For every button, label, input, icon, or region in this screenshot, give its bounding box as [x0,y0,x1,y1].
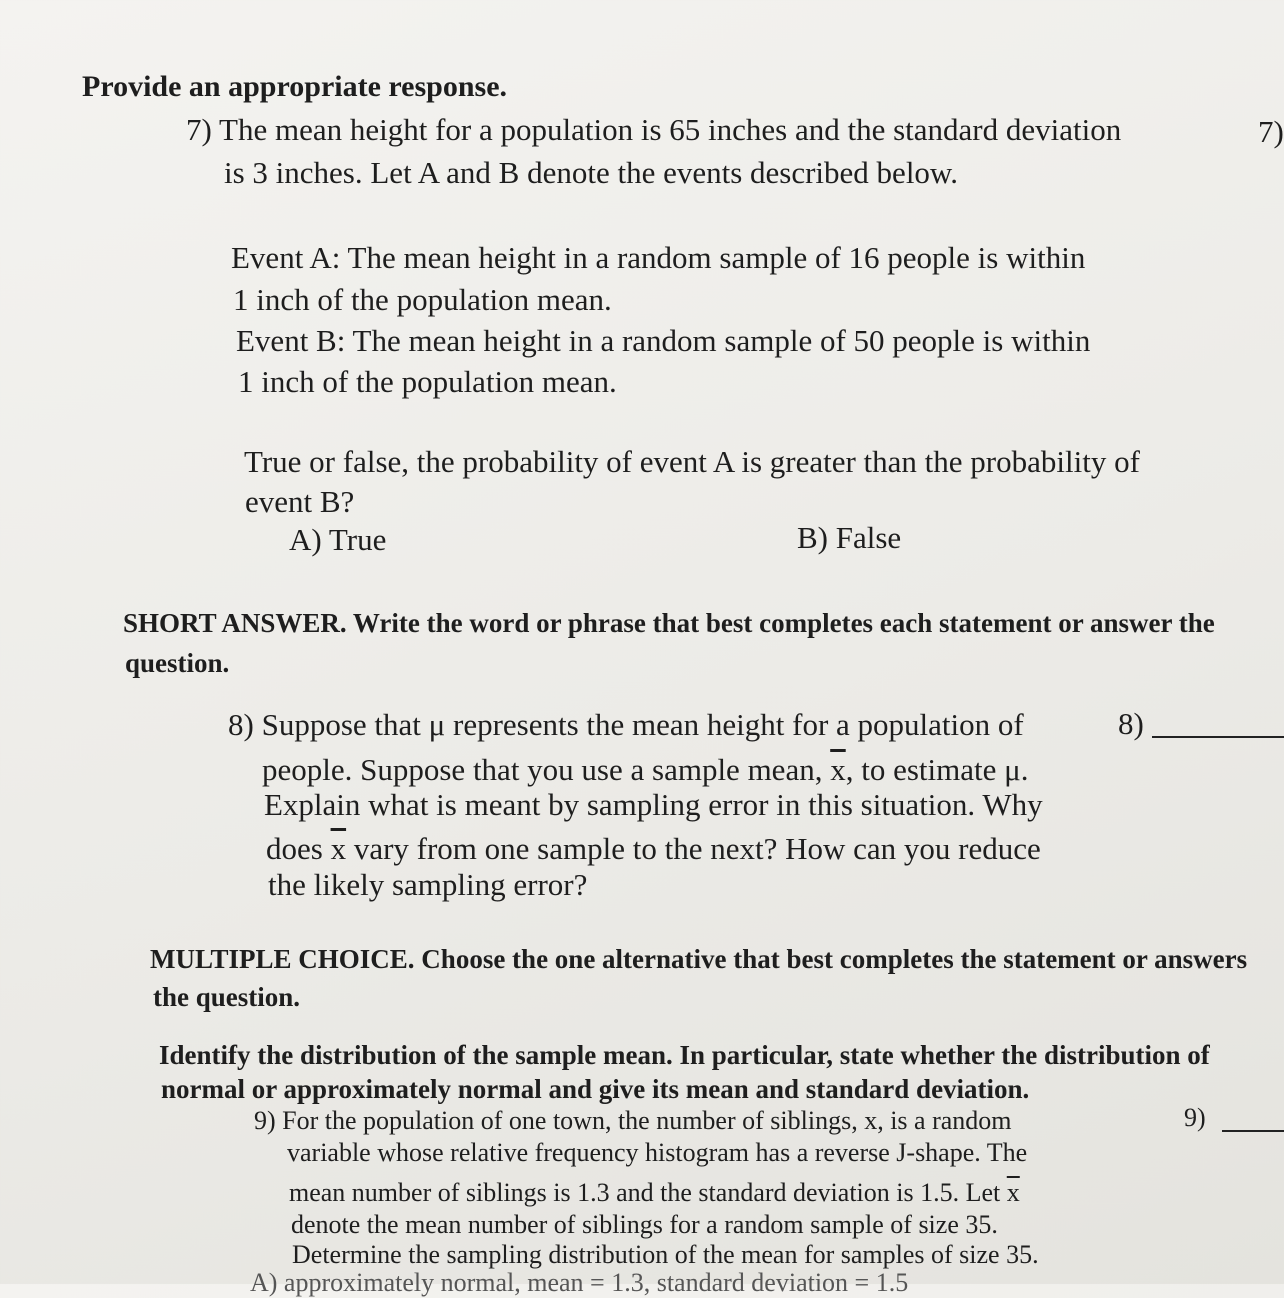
short-answer-heading: SHORT ANSWER. Write the word or phrase that best completes each statement or answer the [123,608,1215,638]
q7-choice-a: A) True [289,522,387,557]
q8-answer-blank[interactable] [1152,736,1284,738]
q9-line2: variable whose relative frequency histogram has a reverse J-shape. The [287,1138,1028,1167]
xbar-symbol: $\overline{x}$ [1006,1178,1020,1207]
q8-line2 [262,752,1028,788]
q7-choice-b: B) False [797,520,902,555]
q8-line1: 8) Suppose that μ represents the mean height for a population of [228,707,1024,742]
q7-line1: 7) The mean height for a population is 65 inches and the standard deviation [186,112,1122,147]
q7-eventB-line1: Event B: The mean height in a random sample of 50 people is within [236,323,1091,358]
q8-line2-pre: people. Suppose that you use a sample mean, [262,752,831,787]
xbar-symbol: $\overline{x}$ [330,831,347,866]
multiple-choice-heading: MULTIPLE CHOICE. Choose the one alternative that best completes the statement or answers [150,944,1248,974]
q9-line3-pre: mean number of siblings is 1.3 and the standard deviation is 1.5. Let [289,1178,1007,1207]
q9-line6: A) approximately normal, mean = 1.3, standard deviation = 1.5 [250,1268,909,1297]
instructions-line1: Identify the distribution of the sample mean. In particular, state whether the distribution of [159,1040,1210,1070]
q9-line5: Determine the sampling distribution of the mean for samples of size 35. [292,1240,1039,1269]
q7-eventA-line1: Event A: The mean height in a random sample of 16 people is within [231,240,1086,275]
q9-line4: denote the mean number of siblings for a random sample of size 35. [291,1210,998,1239]
q9-line1: 9) For the population of one town, the number of siblings, x, is a random [254,1106,1012,1135]
short-answer-clip [120,606,1284,646]
instructions-line2: normal or approximately normal and give its mean and standard deviation. [161,1074,1030,1104]
short-answer-heading-line2: question. [125,648,230,678]
q7-margin-label: 7) [1258,114,1284,149]
q8-line5: the likely sampling error? [268,867,588,902]
xbar-symbol: $\overline{x}$ [830,752,846,787]
section-header: Provide an appropriate response. [82,70,508,103]
q8-line2-post: , to estimate μ. [845,752,1029,787]
q9-line3 [289,1178,1020,1208]
q7-eventA-line2: 1 inch of the population mean. [233,282,612,317]
q7-line2: is 3 inches. Let A and B denote the events described below. [224,155,959,190]
q9-margin-label: 9) [1184,1103,1206,1132]
q8-margin-label: 8) [1118,706,1144,741]
q7-prompt-line2: event B? [245,484,355,519]
q8-line4-post: vary from one sample to the next? How can you reduce [346,831,1041,866]
q7-prompt-line1: True or false, the probability of event A is greater than the probability of [244,444,1140,479]
multiple-choice-heading-line2: the question. [153,982,301,1012]
instructions-clip [155,1038,1284,1078]
q9-answer-blank[interactable] [1222,1130,1284,1132]
multiple-choice-clip [146,942,1284,982]
q8-line4-pre: does [266,831,331,866]
q8-line4 [266,831,1041,867]
q9-line6-clip [250,1268,1284,1297]
q7-eventB-line2: 1 inch of the population mean. [238,364,617,399]
q8-line3: Explain what is meant by sampling error in this situation. Why [264,787,1043,822]
